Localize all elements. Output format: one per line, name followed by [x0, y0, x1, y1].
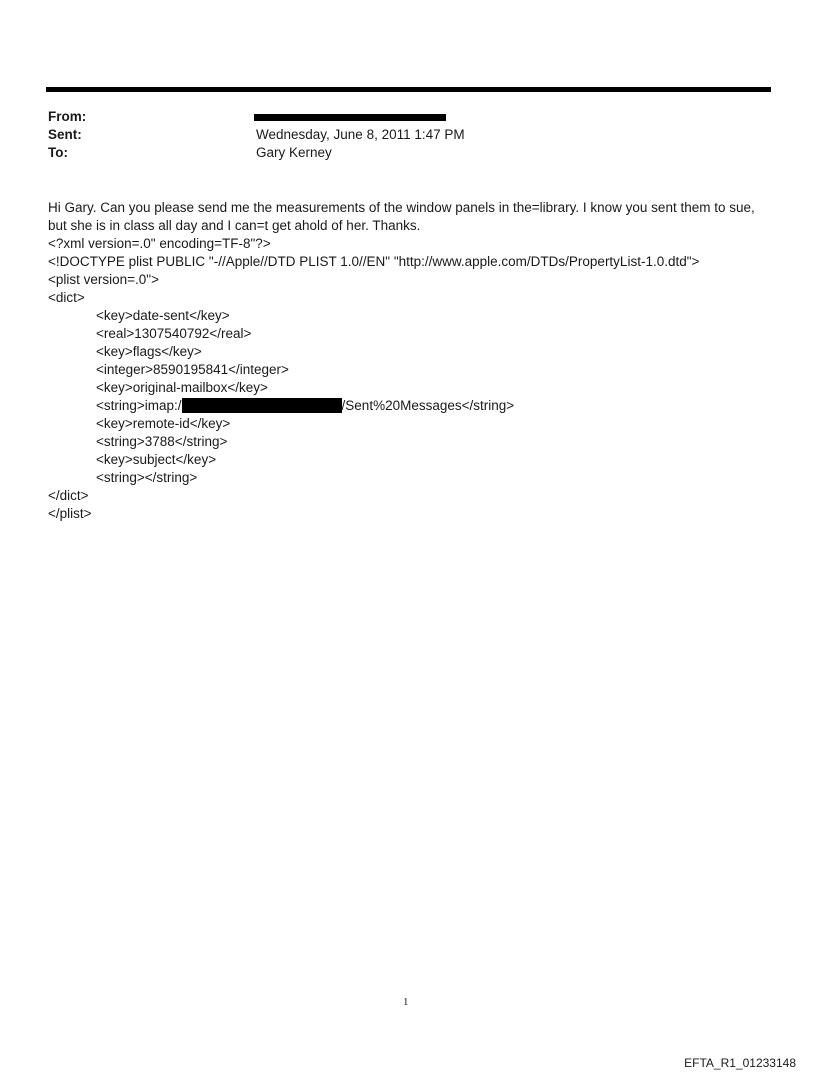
mailbox-suffix: /Sent%20Messages</string>	[341, 398, 515, 413]
from-label: From:	[48, 109, 87, 124]
body-line: <key>original-mailbox</key>	[96, 380, 268, 395]
to-value: Gary Kerney	[256, 145, 332, 160]
body-line: <?xml version=.0" encoding=TF-8"?>	[48, 236, 271, 251]
body-line: <!DOCTYPE plist PUBLIC "-//Apple//DTD PLIST 1.0//EN" "http://www.apple.com/DTDs/PropertyList-1.0.dtd">	[48, 254, 700, 269]
body-line: <string></string>	[96, 470, 198, 485]
body-line: </dict>	[48, 488, 89, 503]
body-line: <key>remote-id</key>	[96, 416, 231, 431]
bates-number: EFTA_R1_01233148	[684, 1056, 796, 1070]
body-line: <real>1307540792</real>	[96, 326, 252, 341]
sent-label: Sent:	[48, 127, 82, 142]
body-line: <string>3788</string>	[96, 434, 228, 449]
body-line: <dict>	[48, 290, 85, 305]
body-line: <key>flags</key>	[96, 344, 202, 359]
body-line-mailbox	[48, 397, 763, 415]
sent-value: Wednesday, June 8, 2011 1:47 PM	[256, 127, 465, 142]
page-number: 1	[403, 996, 409, 1008]
body-line: but she is in class all day and I can=t get ahold of her. Thanks.	[48, 218, 421, 233]
mailbox-redaction	[182, 398, 342, 413]
body-line: <integer>8590195841</integer>	[96, 362, 289, 377]
header-rule	[46, 87, 771, 92]
from-redaction	[254, 114, 446, 121]
body-line: Hi Gary. Can you please send me the measurements of the window panels in the=library. I know you sent them to sue,	[48, 200, 755, 215]
body-line: <key>date-sent</key>	[96, 308, 230, 323]
mailbox-prefix: <string>imap:/	[96, 398, 182, 413]
body-line: <plist version=.0">	[48, 272, 159, 287]
body-line: </plist>	[48, 506, 92, 521]
email-body	[48, 199, 763, 523]
to-label: To:	[48, 145, 68, 160]
body-line: <key>subject</key>	[96, 452, 217, 467]
